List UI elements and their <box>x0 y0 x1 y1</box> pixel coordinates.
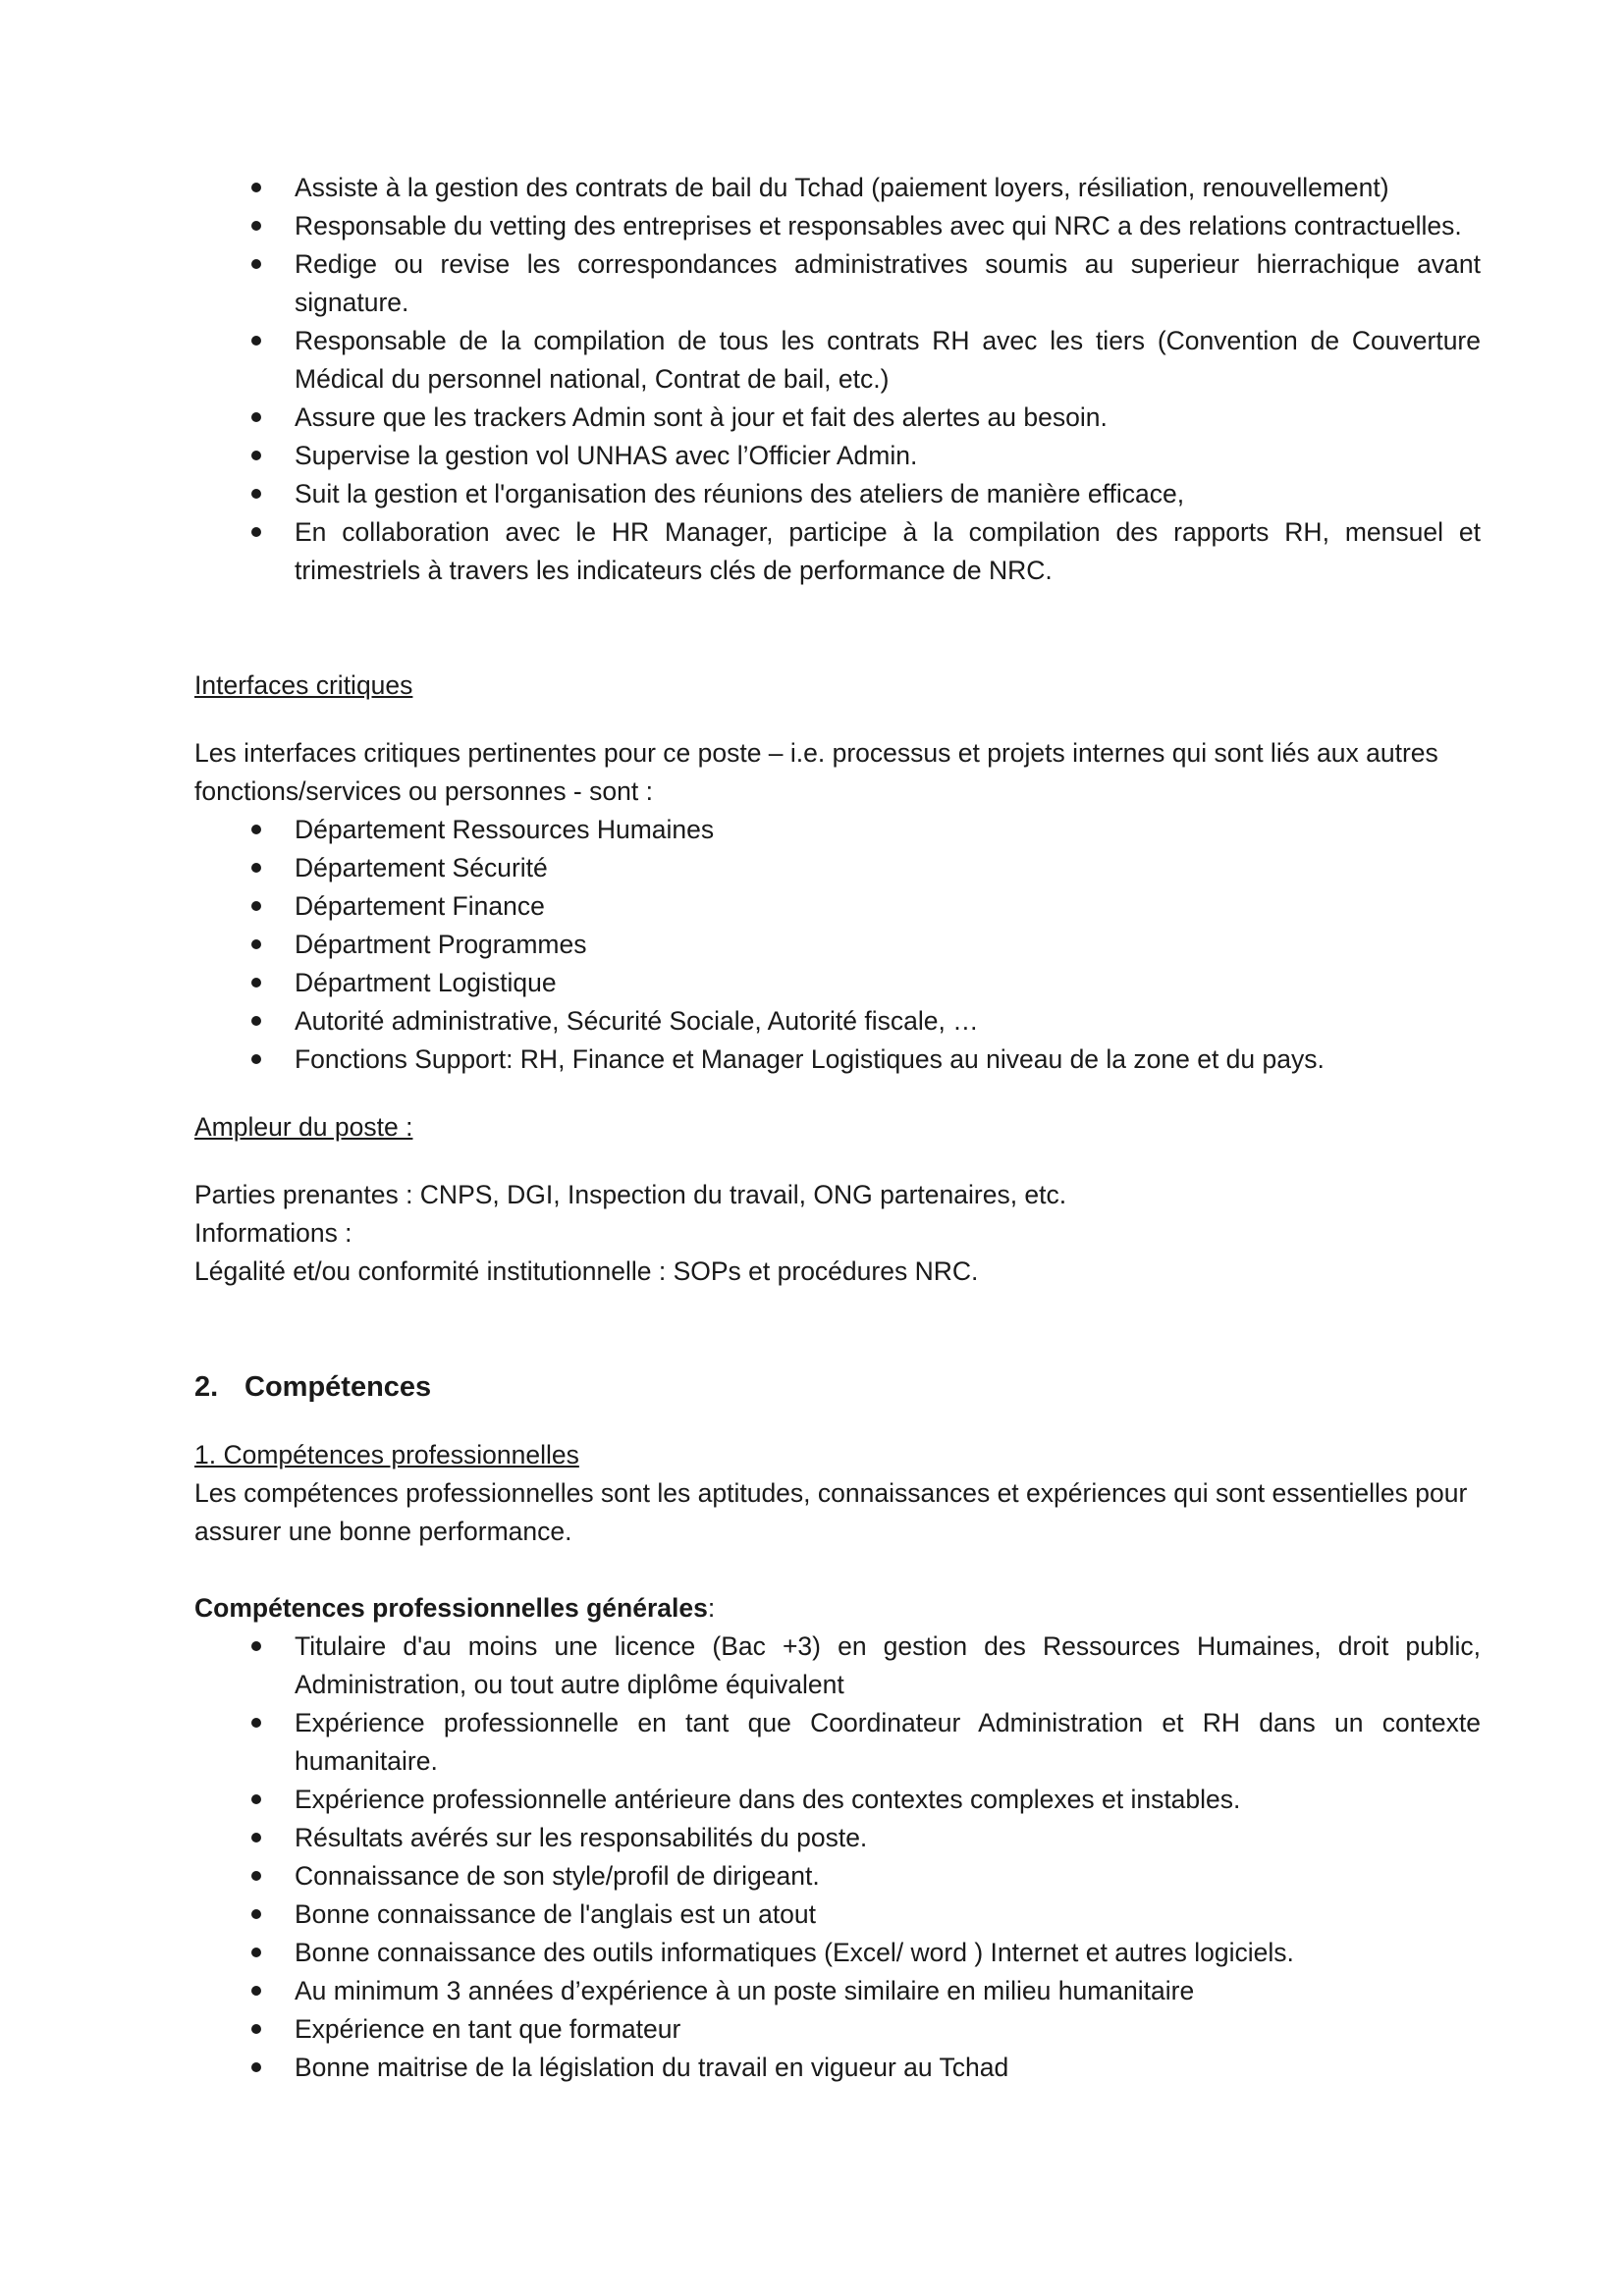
bullet-icon <box>251 259 261 269</box>
subsection-heading: 1. Compétences professionnelles <box>194 1440 579 1469</box>
list-item: Au minimum 3 années d’expérience à un poste similaire en milieu humanitaire <box>194 1972 1481 2010</box>
section-heading <box>194 1367 1481 1407</box>
interfaces-list <box>194 811 1481 1079</box>
bullet-icon <box>251 901 261 911</box>
list-item: Titulaire d'au moins une licence (Bac +3) en gestion des Ressources Humaines, droit public, Administration, ou tout autre diplôme équivalent <box>194 1628 1481 1704</box>
bullet-icon <box>251 1909 261 1919</box>
list-item: Départment Logistique <box>194 964 1481 1002</box>
list-item: Expérience professionnelle en tant que Coordinateur Administration et RH dans un contexte humanitaire. <box>194 1704 1481 1781</box>
list-item: Résultats avérés sur les responsabilités du poste. <box>194 1819 1481 1857</box>
list-item: Départment Programmes <box>194 926 1481 964</box>
list-item: Assiste à la gestion des contrats de bail du Tchad (paiement loyers, résiliation, renouvellement) <box>194 169 1481 207</box>
list-item: Supervise la gestion vol UNHAS avec l’Officier Admin. <box>194 437 1481 475</box>
list-item: Bonne maitrise de la législation du travail en vigueur au Tchad <box>194 2049 1481 2087</box>
list-item: Expérience professionnelle antérieure dans des contextes complexes et instables. <box>194 1781 1481 1819</box>
bullet-icon <box>251 1794 261 1804</box>
list-item: Autorité administrative, Sécurité Sociale, Autorité fiscale, … <box>194 1002 1481 1041</box>
ampleur-line: Légalité et/ou conformité institutionnelle : SOPs et procédures NRC. <box>194 1256 979 1286</box>
bullet-icon <box>251 527 261 537</box>
list-item: Connaissance de son style/profil de dirigeant. <box>194 1857 1481 1896</box>
list-item: Assure que les trackers Admin sont à jour et fait des alertes au besoin. <box>194 399 1481 437</box>
bullet-icon <box>251 1641 261 1651</box>
bullet-icon <box>251 2024 261 2034</box>
section-number: 2. <box>194 1371 219 1403</box>
bullet-icon <box>251 1054 261 1064</box>
bullet-icon <box>251 978 261 988</box>
subsection-text: Les compétences professionnelles sont les aptitudes, connaissances et expériences qui sont essentielles pour assurer une bonne performance. <box>194 1478 1468 1546</box>
bullet-icon <box>251 825 261 834</box>
bullet-icon <box>251 412 261 422</box>
bullet-icon <box>251 939 261 949</box>
list-item: Responsable du vetting des entreprises et responsables avec qui NRC a des relations contractuelles. <box>194 207 1481 245</box>
bullet-icon <box>251 2062 261 2072</box>
general-colon: : <box>707 1593 716 1623</box>
list-item: Bonne connaissance des outils informatiques (Excel/ word ) Internet et autres logiciels. <box>194 1934 1481 1972</box>
list-item: Expérience en tant que formateur <box>194 2010 1481 2049</box>
list-item: Département Sécurité <box>194 849 1481 887</box>
ampleur-line: Parties prenantes : CNPS, DGI, Inspection du travail, ONG partenaires, etc. <box>194 1180 1067 1209</box>
list-item: Fonctions Support: RH, Finance et Manager Logistiques au niveau de la zone et du pays. <box>194 1041 1481 1079</box>
bullet-icon <box>251 183 261 192</box>
ampleur-heading: Ampleur du poste : <box>194 1112 413 1142</box>
ampleur-line: Informations : <box>194 1218 352 1248</box>
general-label: Compétences professionnelles générales <box>194 1593 708 1623</box>
general-heading <box>194 1589 1481 1628</box>
bullet-icon <box>251 1718 261 1728</box>
list-item: Responsable de la compilation de tous les contrats RH avec les tiers (Convention de Couverture Médical du personnel national, Contrat de bail, etc.) <box>194 322 1481 399</box>
list-item: Redige ou revise les correspondances administratives soumis au superieur hierrachique avant signature. <box>194 245 1481 322</box>
bullet-icon <box>251 451 261 460</box>
bullet-icon <box>251 336 261 346</box>
section-title: Compétences <box>244 1371 432 1403</box>
list-item: Bonne connaissance de l'anglais est un atout <box>194 1896 1481 1934</box>
bullet-icon <box>251 1986 261 1996</box>
bullet-icon <box>251 1016 261 1026</box>
interfaces-intro: Les interfaces critiques pertinentes pour ce poste – i.e. processus et projets internes qui sont liés aux autres fonctions/services ou personnes - sont : <box>194 738 1438 806</box>
list-item: Département Ressources Humaines <box>194 811 1481 849</box>
document-page <box>194 169 1481 2087</box>
bullet-icon <box>251 1948 261 1957</box>
interfaces-heading: Interfaces critiques <box>194 670 413 700</box>
bullet-icon <box>251 1871 261 1881</box>
bullet-icon <box>251 1833 261 1842</box>
bullet-icon <box>251 489 261 499</box>
list-item: Suit la gestion et l'organisation des réunions des ateliers de manière efficace, <box>194 475 1481 513</box>
general-competences-list <box>194 1628 1481 2087</box>
bullet-icon <box>251 221 261 231</box>
responsibilities-list <box>194 169 1481 590</box>
list-item: En collaboration avec le HR Manager, participe à la compilation des rapports RH, mensuel et trimestriels à travers les indicateurs clés de performance de NRC. <box>194 513 1481 590</box>
list-item: Département Finance <box>194 887 1481 926</box>
bullet-icon <box>251 863 261 873</box>
